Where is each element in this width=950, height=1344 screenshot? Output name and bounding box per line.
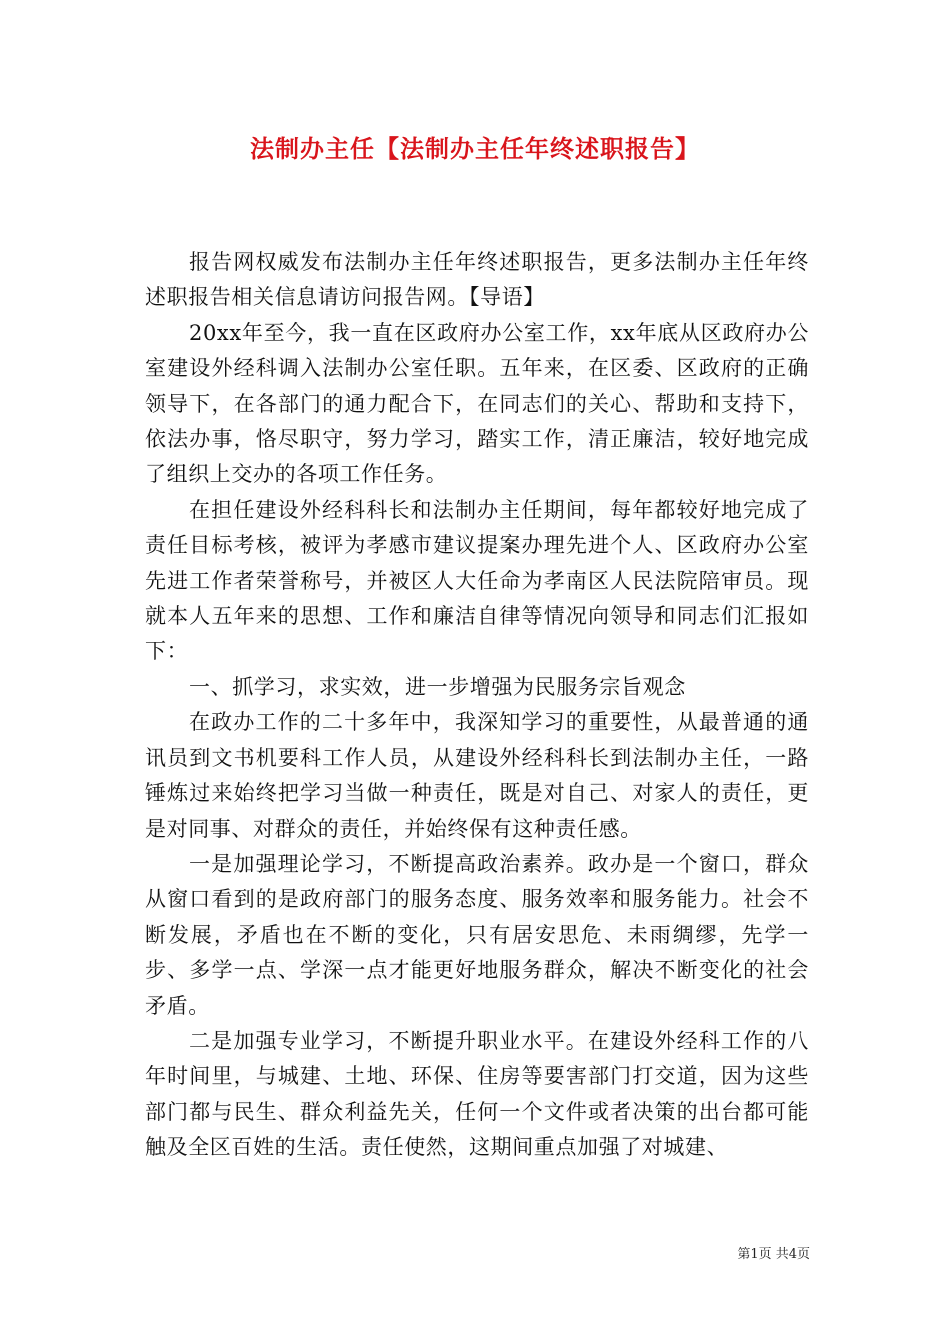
document-title: 法制办主任【法制办主任年终述职报告】 (250, 135, 700, 163)
section-heading-1: 一、抓学习，求实效，进一步增强为民服务宗旨观念 (189, 674, 686, 699)
paragraph-achievements: 在担任建设外经科科长和法制办主任期间，每年都较好地完成了责任目标考核，被评为孝感市建议提案办理先进个人、区政府办公室先进工作者荣誉称号，并被区人大任命为孝南区人民法院陪审员。现就本人五年来的思想、工作和廉洁自律等情况向领导和同志们汇报如下： (145, 497, 809, 664)
document-body (145, 245, 809, 1166)
paragraph-overview: 20xx年至今，我一直在区政府办公室工作，xx年底从区政府办公室建设外经科调入法制办公室任职。五年来，在区委、区政府的正确领导下，在各部门的通力配合下，在同志们的关心、帮助和支持下，依法办事，恪尽职守，努力学习，踏实工作，清正廉洁，较好地完成了组织上交办的各项工作任务。 (145, 320, 809, 487)
paragraph-intro: 报告网权威发布法制办主任年终述职报告，更多法制办主任年终述职报告相关信息请访问报告网。【导语】 (145, 250, 809, 310)
page-number: 第1页 共4页 (737, 1247, 810, 1262)
paragraph-professional-study: 二是加强专业学习，不断提升职业水平。在建设外经科工作的八年时间里，与城建、土地、环保、住房等要害部门打交道，因为这些部门都与民生、群众利益先关，任何一个文件或者决策的出台都可能触及全区百姓的生活。责任使然，这期间重点加强了对城建、 (145, 1028, 809, 1160)
paragraph-learning: 在政办工作的二十多年中，我深知学习的重要性，从最普通的通讯员到文书机要科工作人员，从建设外经科科长到法制办主任，一路锤炼过来始终把学习当做一种责任，既是对自己、对家人的责任，更是对同事、对群众的责任，并始终保有这种责任感。 (145, 710, 809, 841)
paragraph-theory-study: 一是加强理论学习，不断提高政治素养。政办是一个窗口，群众从窗口看到的是政府部门的服务态度、服务效率和服务能力。社会不断发展，矛盾也在不断的变化，只有居安思危、未雨绸缪，先学一步、多学一点、学深一点才能更好地服务群众，解决不断变化的社会矛盾。 (145, 851, 809, 1018)
